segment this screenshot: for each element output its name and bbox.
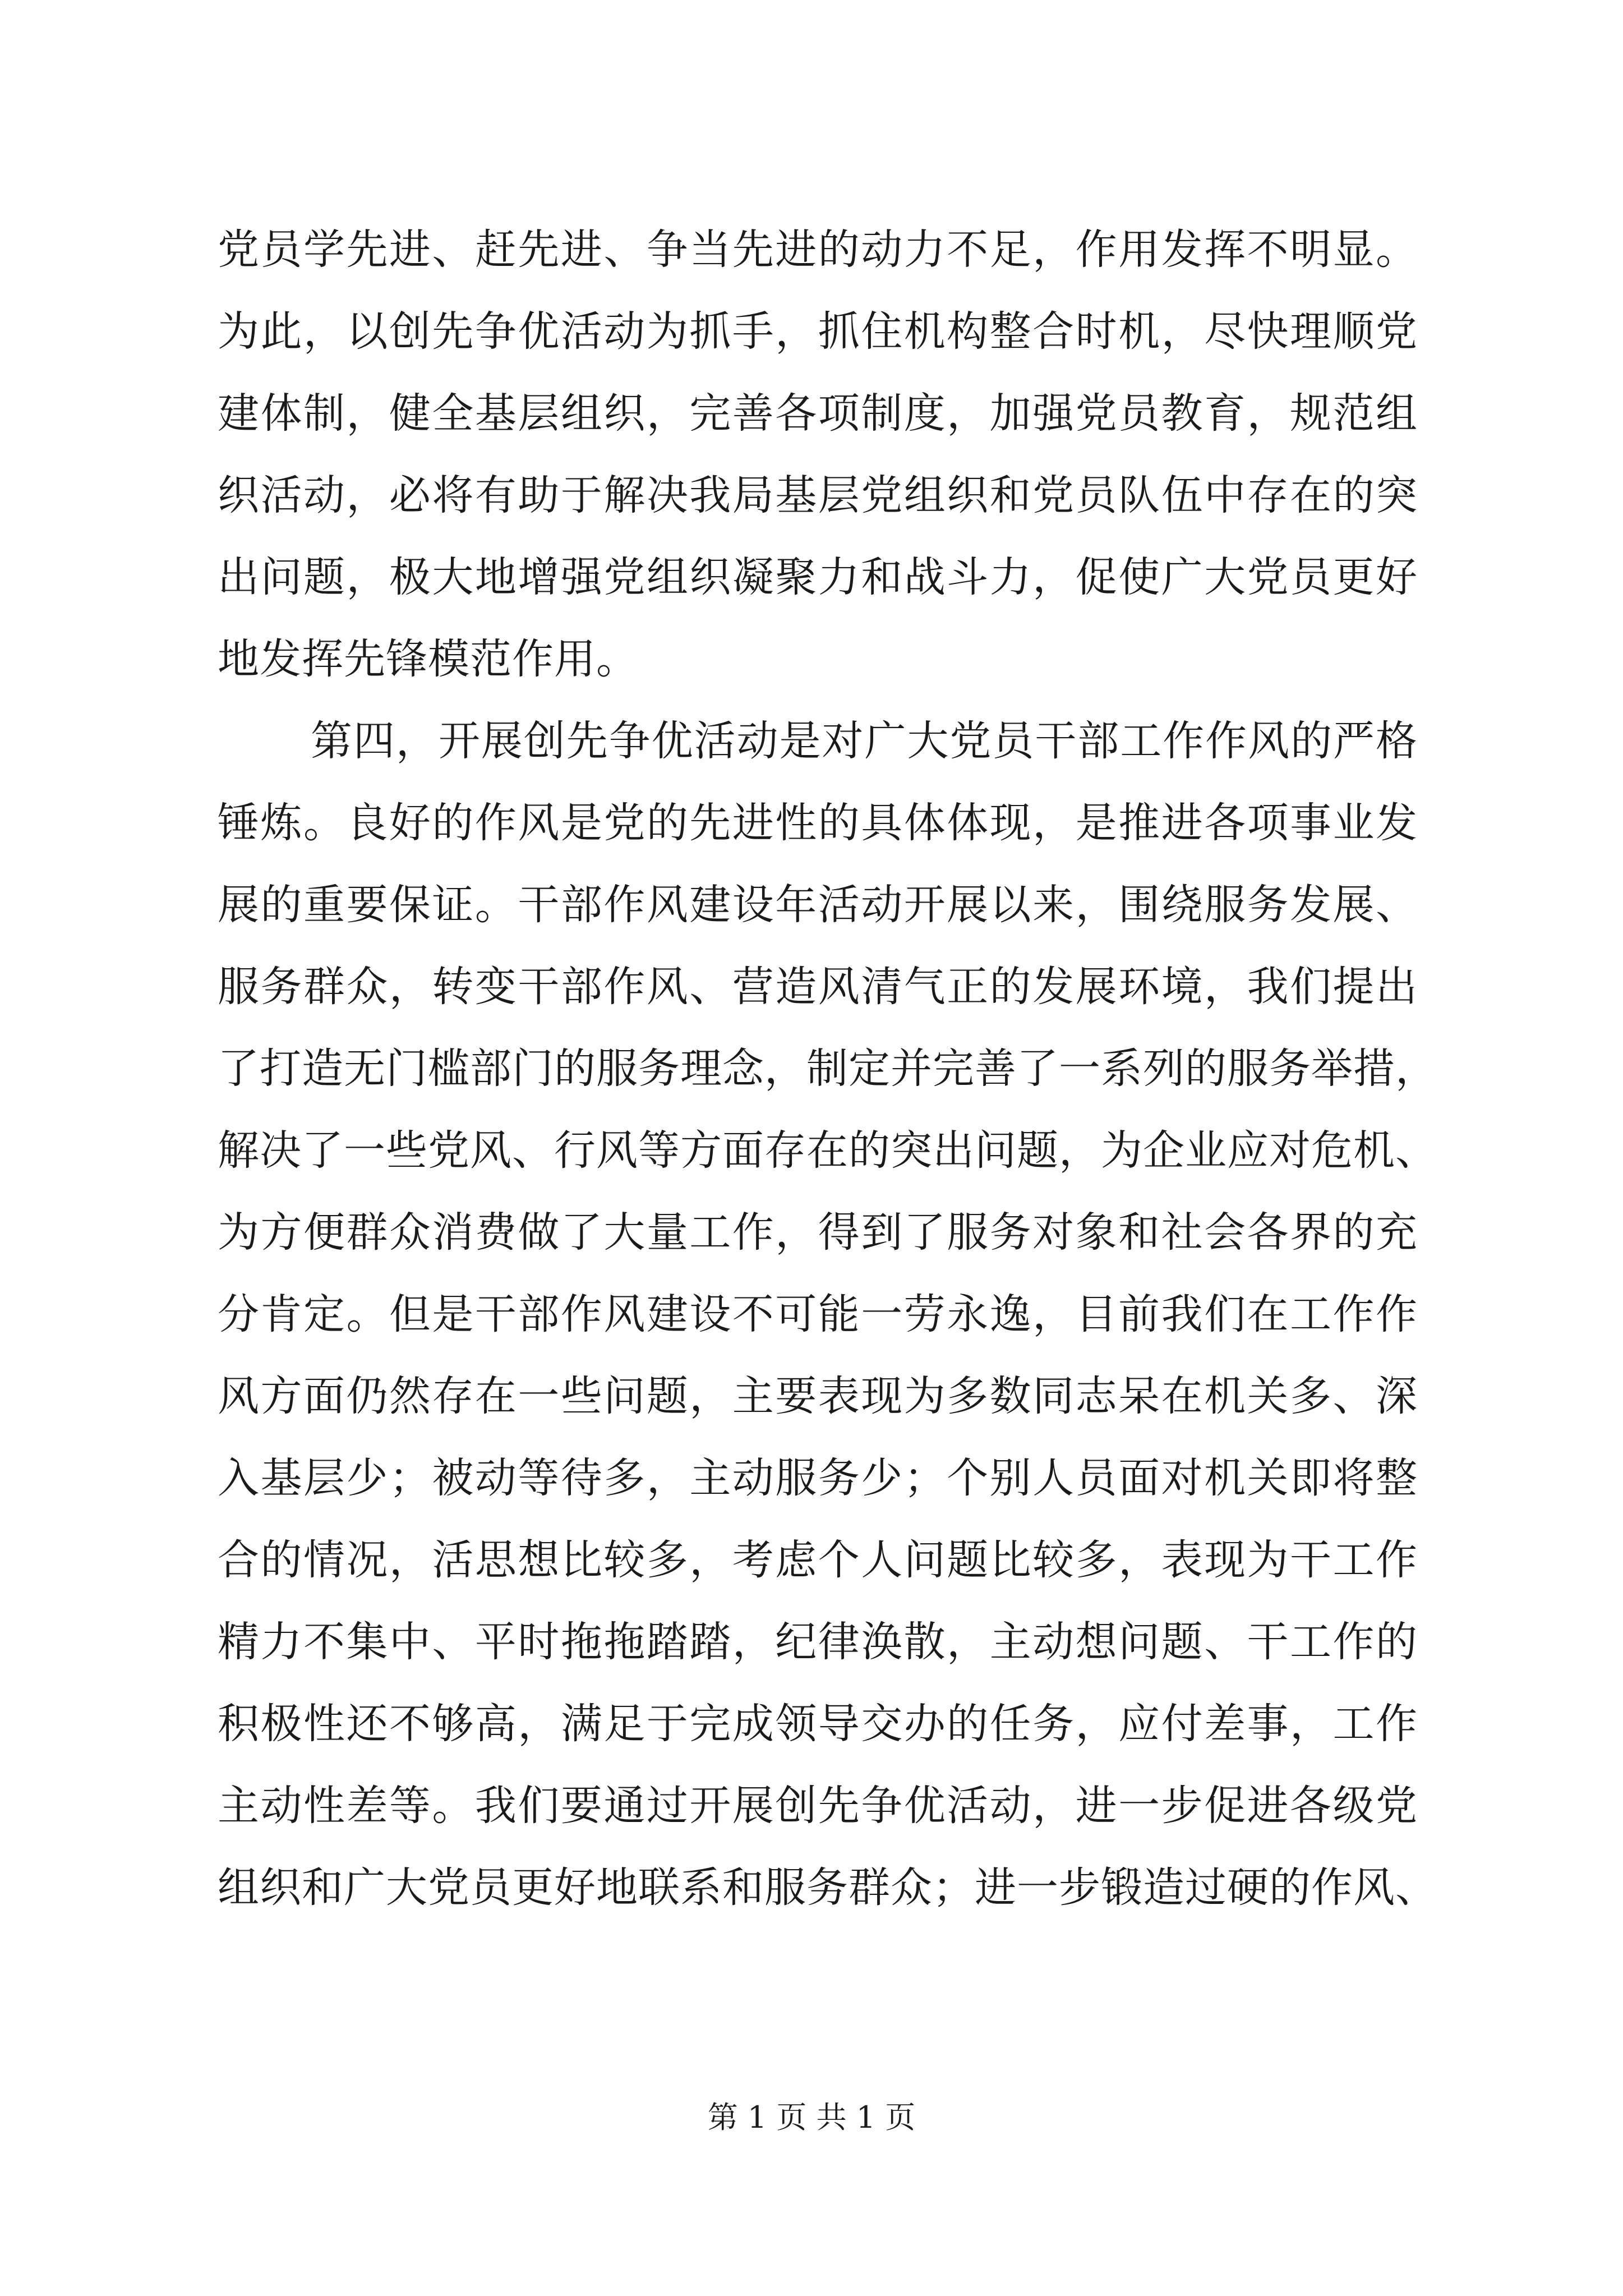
text-line-14: 分肯定。但是干部作风建设不可能一劳永逸，目前我们在工作作 — [218, 1290, 1418, 1338]
text-line-18: 精力不集中、平时拖拖踏踏，纪律涣散，主动想问题、干工作的 — [218, 1618, 1418, 1666]
text-line-21: 组织和广大党员更好地联系和服务群众；进一步锻造过硬的作风、 — [218, 1864, 1437, 1912]
text-line-2: 为此，以创先争优活动为抓手，抓住机构整合时机，尽快理顺党 — [218, 307, 1418, 356]
text-line-12: 解决了一些党风、行风等方面存在的突出问题，为企业应对危机、 — [218, 1126, 1437, 1175]
text-line-6: 地发挥先锋模范作用。 — [218, 635, 638, 683]
text-line-9: 展的重要保证。干部作风建设年活动开展以来，围绕服务发展、 — [218, 881, 1418, 929]
text-line-1: 党员学先进、赶先进、争当先进的动力不足，作用发挥不明显。 — [218, 226, 1418, 274]
text-line-13: 为方便群众消费做了大量工作，得到了服务对象和社会各界的充 — [218, 1208, 1418, 1257]
text-line-11: 了打造无门槛部门的服务理念，制定并完善了一系列的服务举措， — [218, 1045, 1437, 1093]
text-line-7: 第四，开展创先争优活动是对广大党员干部工作作风的严格 — [311, 717, 1418, 765]
text-line-20: 主动性差等。我们要通过开展创先争优活动，进一步促进各级党 — [218, 1782, 1418, 1830]
text-line-10: 服务群众，转变干部作风、营造风清气正的发展环境，我们提出 — [218, 963, 1418, 1011]
page-number-footer: 第 1 页 共 1 页 — [707, 2100, 916, 2135]
text-line-5: 出问题，极大地增强党组织凝聚力和战斗力，促使广大党员更好 — [218, 553, 1418, 601]
body-text — [218, 209, 1437, 1929]
text-line-16: 入基层少；被动等待多，主动服务少；个别人员面对机关即将整 — [218, 1454, 1418, 1502]
text-line-19: 积极性还不够高，满足于完成领导交办的任务，应付差事，工作 — [218, 1700, 1418, 1748]
text-line-8: 锤炼。良好的作风是党的先进性的具体体现，是推进各项事业发 — [218, 799, 1418, 847]
text-line-15: 风方面仍然存在一些问题，主要表现为多数同志呆在机关多、深 — [218, 1372, 1418, 1420]
text-line-17: 合的情况，活思想比较多，考虑个人问题比较多，表现为干工作 — [218, 1536, 1418, 1584]
text-line-4: 织活动，必将有助于解决我局基层党组织和党员队伍中存在的突 — [218, 471, 1418, 519]
text-line-3: 建体制，健全基层组织，完善各项制度，加强党员教育，规范组 — [218, 389, 1418, 438]
